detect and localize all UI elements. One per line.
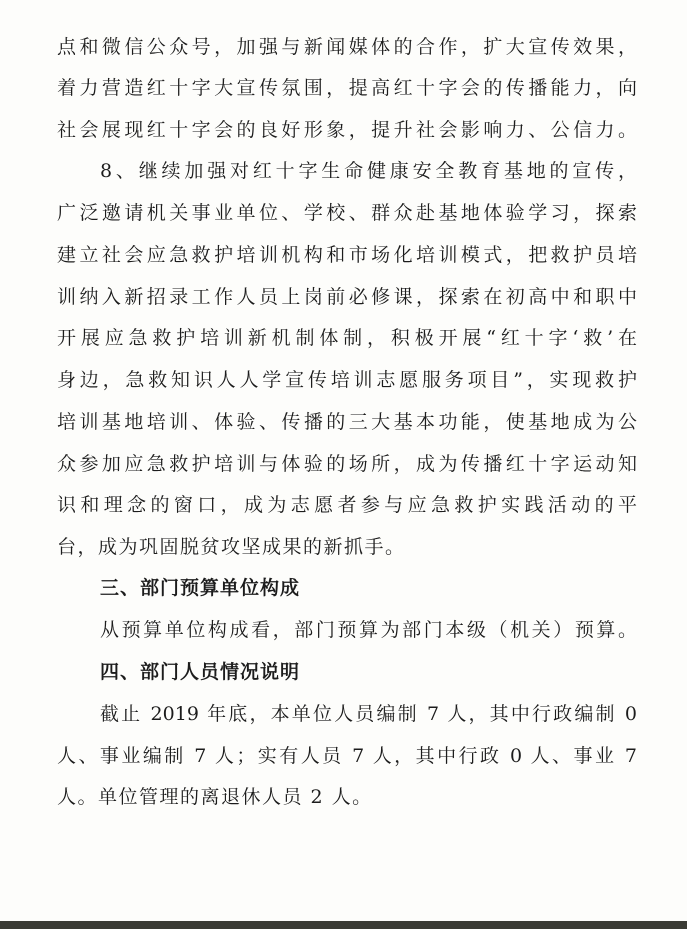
bottom-edge-bar [0, 921, 687, 929]
paragraph-7-line-3: 社会展现红十字会的良好形象，提升社会影响力、公信力。 [57, 119, 637, 141]
section-3-heading: 三、部门预算单位构成 [100, 577, 301, 599]
section-4-line-2: 人、事业编制 7 人；实有人员 7 人，其中行政 0 人、事业 7 [57, 745, 637, 767]
paragraph-7-line-2: 着力营造红十字大宣传氛围，提高红十字会的传播能力，向 [57, 77, 637, 99]
paragraph-8-line-7: 培训基地培训、体验、传播的三大基本功能，使基地成为公 [57, 411, 637, 433]
paragraph-8-line-8: 众参加应急救护培训与体验的场所，成为传播红十字运动知 [57, 453, 637, 475]
paragraph-8-line-6: 身边，急救知识人人学宣传培训志愿服务项目”，实现救护 [57, 369, 637, 391]
section-4-line-3: 人。单位管理的离退休人员 2 人。 [57, 786, 373, 808]
paragraph-8-line-5: 开展应急救护培训新机制体制，积极开展“红十字‘救’在 [57, 327, 637, 349]
paragraph-8-line-4: 训纳入新招录工作人员上岗前必修课，探索在初高中和职中 [57, 286, 637, 308]
section-4-line-1: 截止 2019 年底，本单位人员编制 7 人，其中行政编制 0 [100, 703, 637, 725]
paragraph-8-line-1: 8、继续加强对红十字生命健康安全教育基地的宣传， [100, 160, 637, 182]
paragraph-8-line-3: 建立社会应急救护培训机构和市场化培训模式，把救护员培 [57, 244, 637, 266]
paragraph-7-line-1: 点和微信公众号，加强与新闻媒体的合作，扩大宣传效果， [57, 36, 637, 58]
section-4-heading: 四、部门人员情况说明 [100, 661, 301, 683]
paragraph-8-line-10: 台，成为巩固脱贫攻坚成果的新抓手。 [57, 536, 406, 558]
paragraph-8-line-9: 识和理念的窗口，成为志愿者参与应急救护实践活动的平 [57, 494, 637, 516]
section-3-text: 从预算单位构成看，部门预算为部门本级（机关）预算。 [100, 619, 637, 641]
paragraph-8-line-2: 广泛邀请机关事业单位、学校、群众赴基地体验学习，探索 [57, 202, 637, 224]
